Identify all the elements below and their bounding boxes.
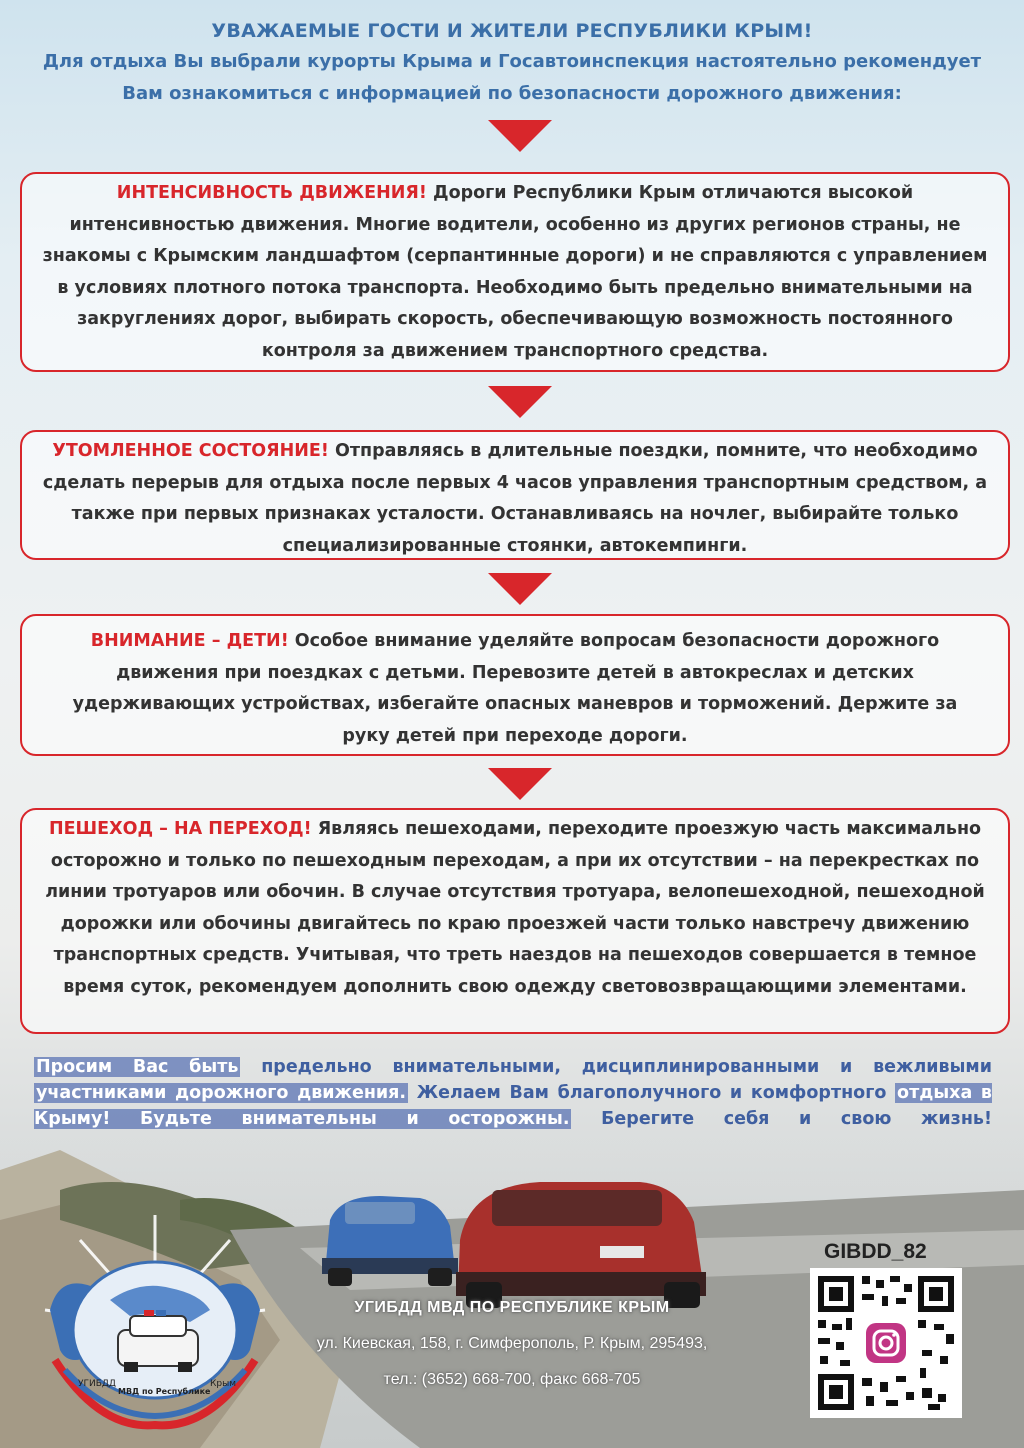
closing-message [34,1054,992,1132]
instagram-handle: GIBDD_82 [824,1240,927,1263]
header [0,20,1024,110]
section-lead: ВНИМАНИЕ – ДЕТИ! [90,631,289,651]
section-children [20,614,1010,756]
section-traffic-intensity [20,172,1010,372]
emblem-text: МВД по Республике [118,1387,211,1396]
triangle-arrow-icon [488,573,552,605]
section-lead: ИНТЕНСИВНОСТЬ ДВИЖЕНИЯ! [116,183,427,203]
section-lead: УТОМЛЕННОЕ СОСТОЯНИЕ! [52,441,329,461]
triangle-arrow-icon [488,386,552,418]
emblem-text: Крым [210,1379,236,1389]
section-text: Дороги Республики Крым отличаются высокой интенсивностью движения. Многие водители, особенно из других регионов страны, не знакомы с Крымским ландшафтом (серпантинные дороги) и не справляются с управлением в условиях плотного потока транспорта. Необходимо быть предельно внимательными на закруглениях дорог, выбирать скорость, обеспечивающую возможность постоянного контроля за движением транспортного средства. [42,183,988,361]
qr-code-icon[interactable] [810,1268,962,1418]
outro-text: Желаем Вам благополучного и комфортного [408,1083,896,1103]
outro-text: Берегите себя и свою жизнь! [571,1109,992,1129]
blue-car-icon [322,1196,458,1286]
outro-text: предельно внимательными, дисциплинированными и вежливыми [240,1057,992,1077]
instagram-icon [866,1323,906,1363]
intro-text: Для отдыха Вы выбрали курорты Крыма и Госавтоинспекция настоятельно рекомендует Вам ознакомиться с информацией по безопасности дорожного движения: [42,51,982,104]
section-fatigue [20,430,1010,560]
page-title: УВАЖАЕМЫЕ ГОСТИ И ЖИТЕЛИ РЕСПУБЛИКИ КРЫМ! [211,20,813,42]
outro-highlight: отдыха в Крыму! Будьте внимательны и осторожны. [34,1083,993,1129]
section-lead: ПЕШЕХОД – НА ПЕРЕХОД! [48,819,312,839]
triangle-arrow-icon [488,768,552,800]
section-text: Отправляясь в длительные поездки, помните, что необходимо сделать перерыв для отдыха после первых 4 часов управления транспортным средством, а также при первых признаках усталости. Останавливаясь на ночлег, выбирайте только специализированные стоянки, автокемпинги. [42,441,988,556]
outro-highlight: Просим Вас быть [36,1057,239,1077]
triangle-arrow-icon [488,120,552,152]
organization-address: ул. Киевская, 158, г. Симферополь, Р. Крым, 295493, [316,1335,708,1352]
section-text: Особое внимание уделяйте вопросам безопасности дорожного движения при поездках с детьми. Перевозите детей в автокреслах и детских удерживающих устройствах, избегайте опасных маневров и торможений. Держите за руку детей при переходе дороги. [72,631,958,746]
organization-name: УГИБДД МВД ПО РЕСПУБЛИКЕ КРЫМ [354,1299,670,1316]
qr-code-graphic [810,1268,962,1418]
section-text: Являясь пешеходами, переходите проезжую часть максимально осторожно и только по пешеходным переходам, а при их отсутствии – на перекрестках по линии тротуаров или обочин. В случае отсутствия тротуара, велопешеходной, пешеходной дорожки или обочины двигайтесь по краю проезжей части только навстречу движению транспортных средств. Учитывая, что треть наездов на пешеходов совершается в темное время суток, рекомендуем дополнить свою одежду световозвращающими элементами. [45,819,985,997]
emblem-text: УГИБДД [78,1379,116,1389]
outro-highlight: участниками дорожного движения. [36,1083,407,1103]
section-pedestrian [20,808,1010,1034]
organization-phone: тел.: (3652) 668-700, факс 668-705 [383,1371,641,1388]
